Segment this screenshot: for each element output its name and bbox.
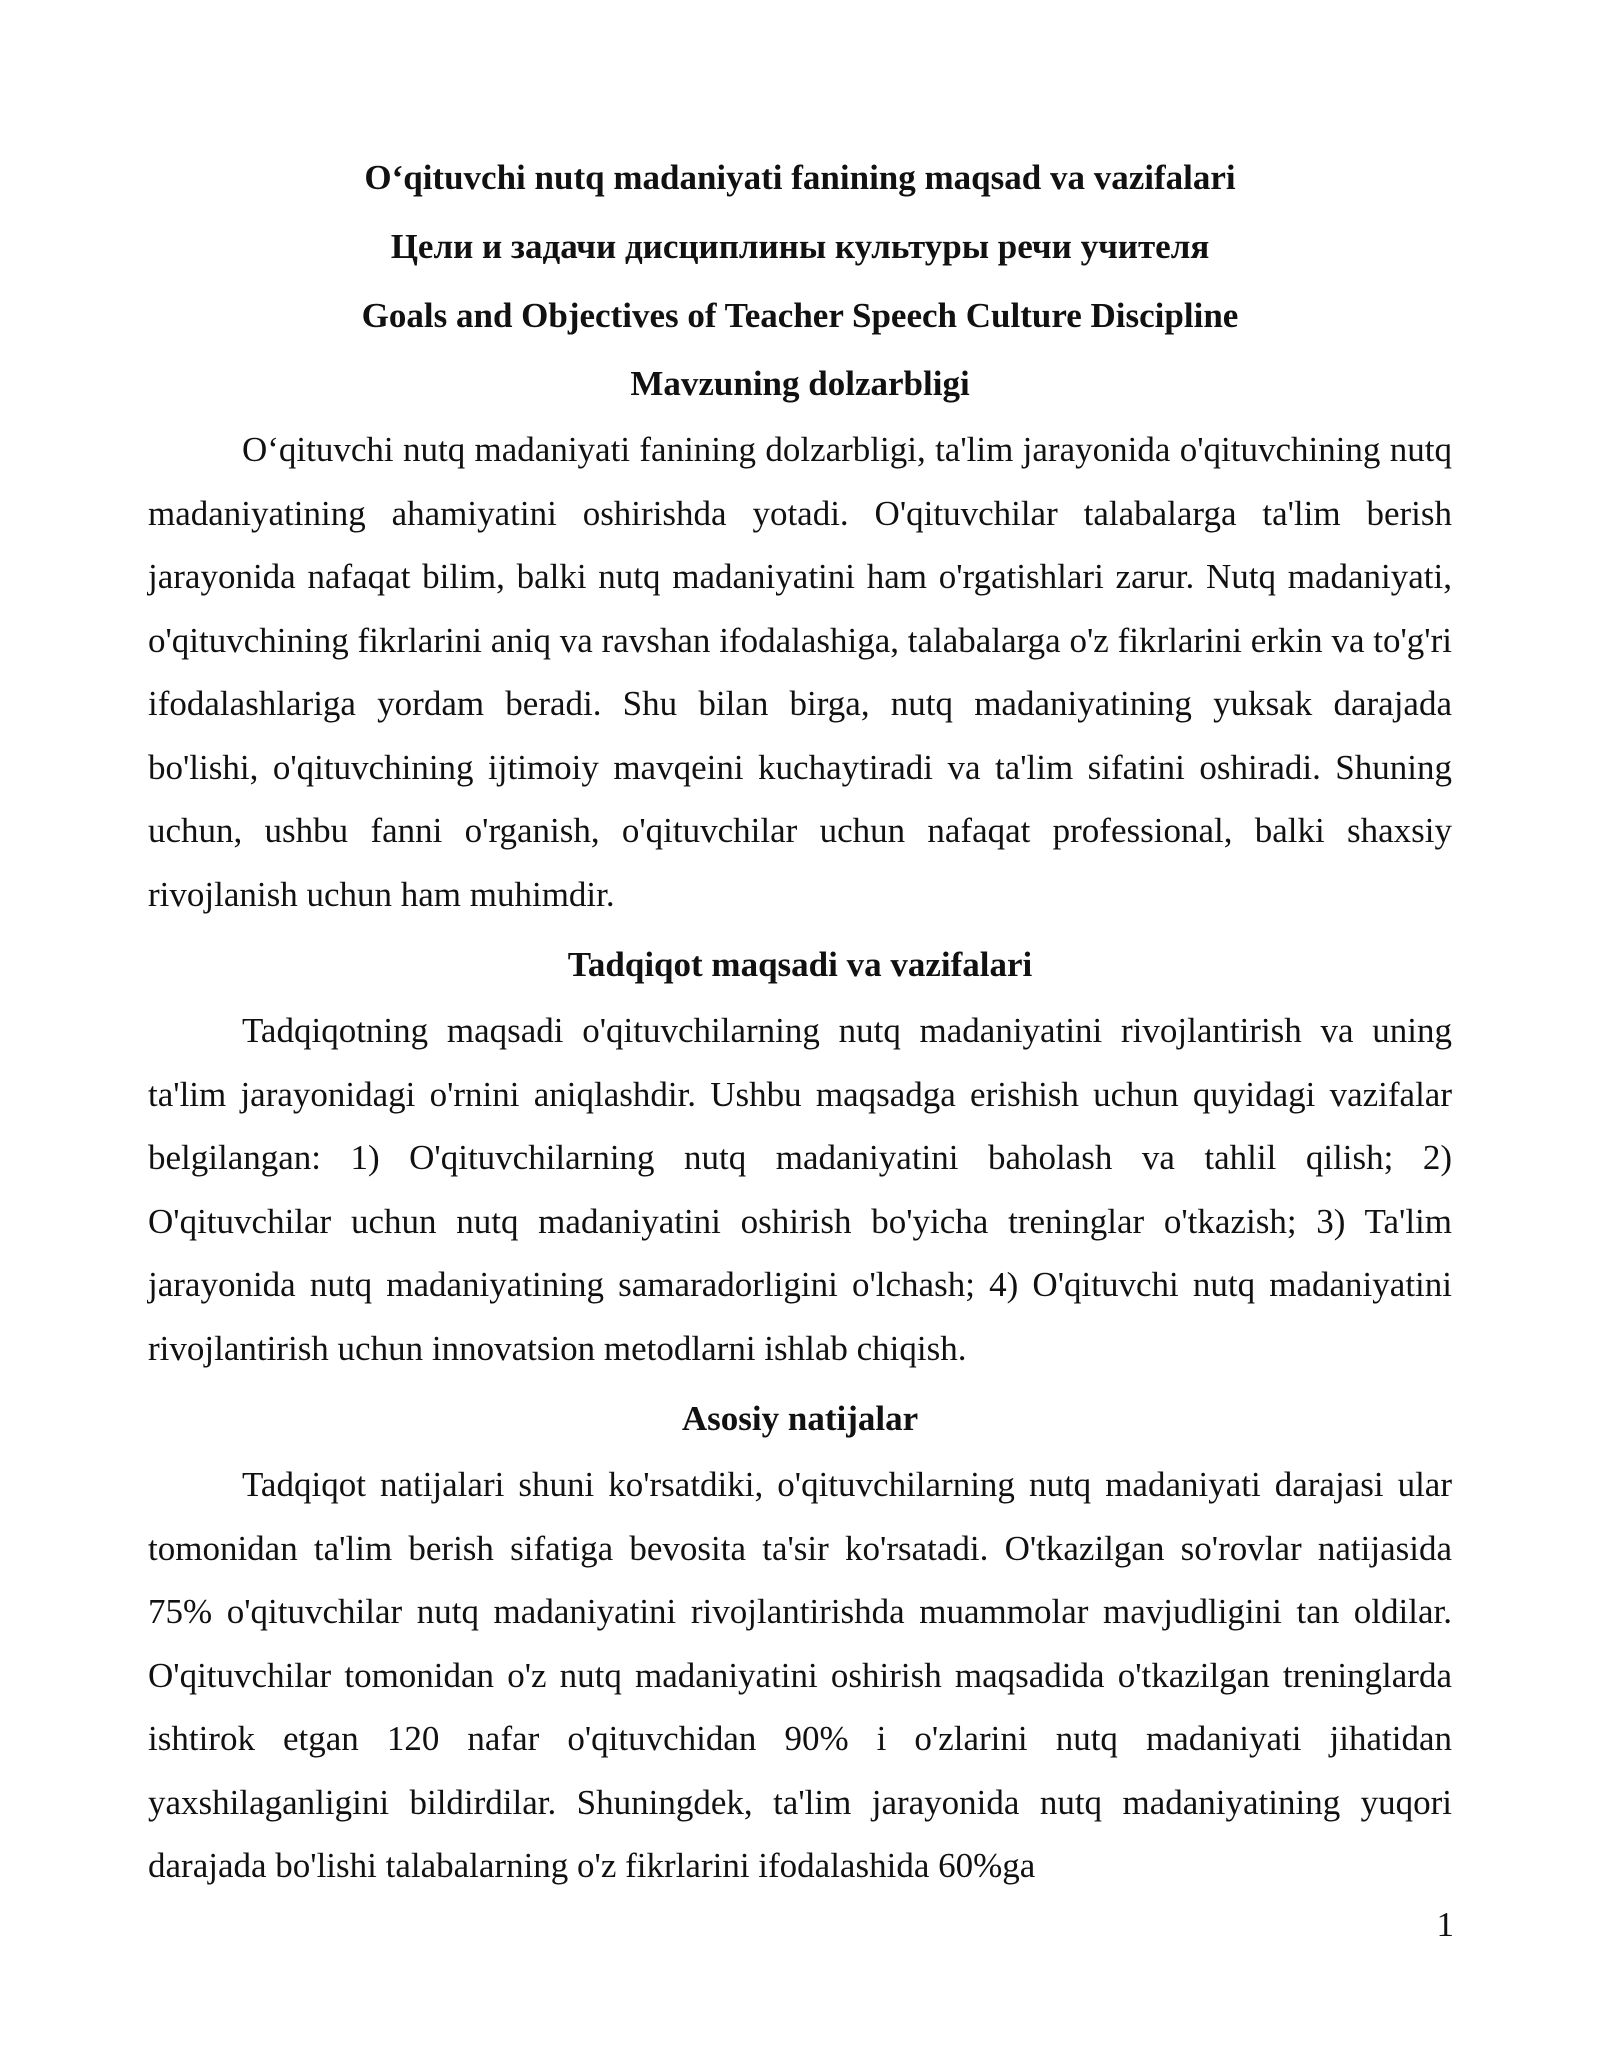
section-paragraph-results: Tadqiqot natijalari shuni ko'rsatdiki, o'qituvchilarning nutq madaniyati darajasi ular tomonidan ta'lim berish sifatiga bevosita ta'sir ko'rsatadi. O'tkazilgan so'rovlar natijasida 75% o'qituvchilar nutq madaniyatini rivojlantirishda muammolar mavjudligini tan oldilar. O'qituvchilar tomonidan o'z nutq madaniyatini oshirish maqsadida o'tkazilgan treninglarda ishtirok etgan 120 nafar o'qituvchidan 90% i o'zlarini nutq madaniyati jihatidan yaxshilaganligini bildirdilar. Shuningdek, ta'lim jarayonida nutq madaniyatining yuqori darajada bo'lishi talabalarning o'z fikrlarini ifodalashida 60%ga (148, 1465, 1452, 1885)
title-russian: Цели и задачи дисциплины культуры речи учителя (390, 227, 1210, 266)
section-paragraph-relevance: O‘qituvchi nutq madaniyati fanining dolzarbligi, ta'lim jarayonida o'qituvchining nutq madaniyatining ahamiyatini oshirishda yotadi. O'qituvchilar talabalarga ta'lim berish jarayonida nafaqat bilim, balki nutq madaniyatini ham o'rgatishlari zarur. Nutq madaniyati, o'qituvchining fikrlarini aniq va ravshan ifodalashiga, talabalarga o'z fikrlarini erkin va to'g'ri ifodalashlariga yordam beradi. Shu bilan birga, nutq madaniyatining yuksak darajada bo'lishi, o'qituvchining ijtimoiy mavqeini kuchaytiradi va ta'lim sifatini oshiradi. Shuning uchun, ushbu fanni o'rganish, o'qituvchilar uchun nafaqat professional, balki shaxsiy rivojlanish uchun ham muhimdir. (148, 430, 1452, 914)
title-english: Goals and Objectives of Teacher Speech Culture Discipline (361, 296, 1239, 335)
title-uzbek: O‘qituvchi nutq madaniyati fanining maqsad va vazifalari (364, 158, 1236, 197)
page-number: 1 (1436, 1905, 1454, 1944)
section-paragraph-goals: Tadqiqotning maqsadi o'qituvchilarning nutq madaniyatini rivojlantirish va uning ta'lim jarayonidagi o'rnini aniqlashdir. Ushbu maqsadga erishish uchun quyidagi vazifalar belgilangan: 1) O'qituvchilarning nutq madaniyatini baholash va tahlil qilish; 2) O'qituvchilar uchun nutq madaniyatini oshirish bo'yicha treninglar o'tkazish; 3) Ta'lim jarayonida nutq madaniyatining samaradorligini o'lchash; 4) O'qituvchi nutq madaniyatini rivojlantirish uchun innovatsion metodlarni ishlab chiqish. (148, 1011, 1452, 1368)
section-heading-results: Asosiy natijalar (681, 1399, 919, 1438)
section-heading-goals: Tadqiqot maqsadi va vazifalari (567, 945, 1033, 984)
page-content (148, 143, 1452, 1898)
section-heading-relevance: Mavzuning dolzarbligi (630, 364, 970, 403)
